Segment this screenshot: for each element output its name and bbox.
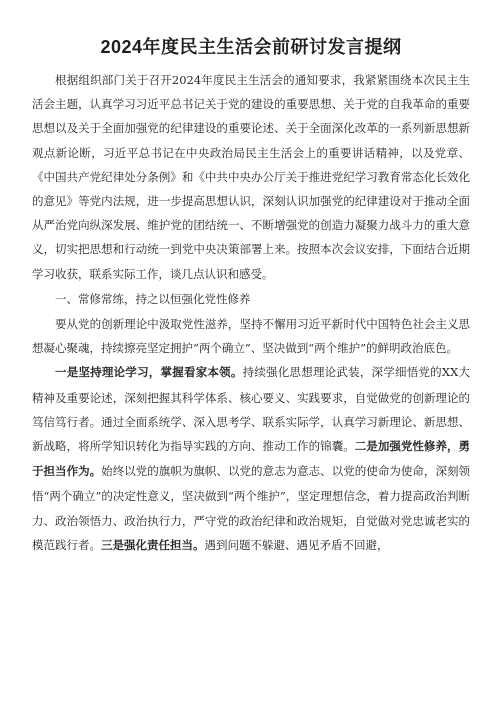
point-3-title: 三是强化责任担当。 bbox=[101, 539, 205, 552]
point-3-text: 遇到问题不躲避、遇见矛盾不回避， bbox=[204, 537, 389, 552]
point-1-title: 一是坚持理论学习，掌握看家本领。 bbox=[55, 367, 243, 380]
points-paragraph bbox=[32, 360, 470, 558]
point-1-text: 持续强化思想理论武装，深学细悟党的XX大精神及重要论述，深刻把握其科学体系、核心要义、实践要求，自觉做党的创新理论的笃信笃行者。通过全面系统学、深入思考学、联系实际学，认真学习新理论、新思想、新战略，将所学知识转化为指导实践的方向、推动工作的锦囊。 bbox=[32, 365, 471, 454]
intro-paragraph: 根据组织部门关于召开2024年度民主生活会的通知要求，我紧紧围绕本次民主生活会主题，认真学习习近平总书记关于党的建设的重要思想、关于党的自我革命的重要思想以及关于全面加强党的纪律建设的重要论述、关于全面深化改革的一系列新思想新观点新论断，习近平总书记在中央政治局民主生活会上的重要讲话精神，以及党章、《中国共产党纪律处分条例》和《中共中央办公厅关于推进党纪学习教育常态化长效化的意见》等党内法规，进一步提高思想认识，深刻认识加强党的纪律建设对于推动全面从严治党向纵深发展、维护党的团结统一、不断增强党的创造力凝聚力战斗力的重大意义，切实把思想和行动统一到党中央决策部署上来。按照本次会议安排，下面结合近期学习收获，联系实际工作，谈几点认识和感受。 bbox=[32, 73, 470, 281]
point-2-title: 二是加强党性修养，勇于担当作为。 bbox=[32, 441, 471, 479]
section-heading-1: 一、常修常练，持之以恒强化党性修养 bbox=[55, 291, 251, 306]
point-2-text: 始终以党的旗帜为旗帜、以党的意志为意志、以党的使命为使命，深刻领悟“两个确立”的决定性意义，坚决做到“两个维护”，坚定理想信念，着力提高政治判断力、政治领悟力、政治执行力，严守党的政治纪律和政治规矩，自觉做对党忠诚老实的模范践行者。 bbox=[32, 464, 471, 552]
section-1-paragraph: 要从党的创新理论中汲取党性滋养，坚持不懈用习近平新时代中国特色社会主义思想凝心聚魂，持续擦亮坚定拥护“两个确立”、坚决做到“两个维护”的鲜明政治底色。 bbox=[32, 317, 470, 356]
document-title: 2024年度民主生活会前研讨发言提纲 bbox=[100, 37, 402, 57]
